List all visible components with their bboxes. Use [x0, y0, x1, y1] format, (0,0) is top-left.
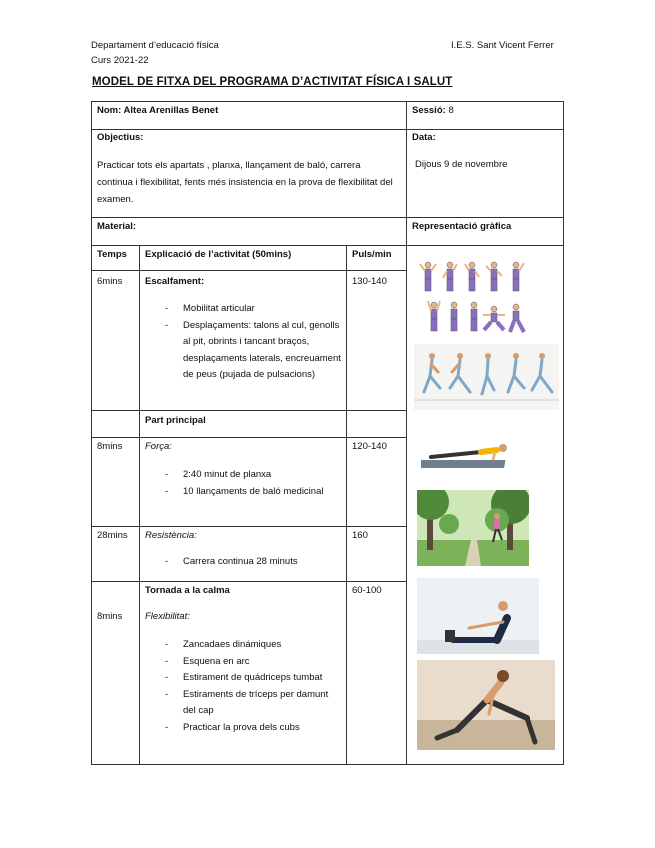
endurance-list	[163, 554, 343, 571]
col-header-pulse: Puls/min	[352, 249, 392, 260]
list-item: - Carrera continua 28 minuts	[163, 554, 343, 571]
list-item: - Zancadaes dinámiques	[163, 637, 343, 654]
divider	[91, 245, 564, 246]
objectives-text: Practicar tots els apartats , planxa, llançament de baló, carrera continua i flexibilitat, fents més insistencia en la prova de flexibilitat del examen.	[97, 160, 393, 205]
cooldown-list	[163, 637, 343, 736]
warmup-pulse: 130-140	[352, 276, 387, 287]
col-header-explanation: Explicació de l’activitat (50mins)	[145, 249, 292, 260]
list-item: - Estirament de quádriceps tumbat	[163, 670, 343, 687]
warmup-list	[163, 301, 343, 384]
seated-stretch-image	[417, 578, 539, 654]
school-label: I.E.S. Sant Vicent Ferrer	[451, 40, 554, 51]
endurance-title: Resistència:	[145, 530, 197, 541]
endurance-pulse: 160	[352, 530, 368, 541]
session-label: Sessió:	[412, 105, 446, 116]
flexibility-title: Flexibilitat:	[145, 611, 190, 622]
lunge-stretch-image	[417, 660, 555, 750]
divider	[346, 245, 347, 765]
park-runner-image	[417, 490, 529, 566]
list-item: - Estiraments de tríceps per damunt del cap	[163, 687, 343, 720]
date-label: Data:	[412, 132, 436, 143]
divider	[139, 245, 140, 765]
strength-time: 8mins	[97, 441, 123, 452]
list-item: - 2:40 minut de planxa	[163, 467, 343, 484]
strength-list	[163, 467, 343, 500]
course-label: Curs 2021-22	[91, 55, 149, 66]
strength-pulse: 120-140	[352, 441, 387, 452]
warmup-title: Escalfament:	[145, 276, 205, 287]
cooldown-time: 8mins	[97, 611, 123, 622]
col-header-time: Temps	[97, 249, 127, 260]
divider	[91, 129, 564, 130]
student-name: Nom: Altea Arenillas Benet	[97, 105, 219, 116]
document-title: MODEL DE FITXA DEL PROGRAMA D’ACTIVITAT FÍSICA I SALUT	[92, 76, 453, 88]
cooldown-pulse: 60-100	[352, 585, 382, 596]
objectives-label: Objectius:	[97, 132, 144, 143]
graphic-label: Representació gràfica	[412, 221, 512, 232]
session-value: 8	[448, 105, 454, 116]
material-label: Material:	[97, 221, 137, 232]
list-item: - Practicar la prova dels cubs	[163, 720, 343, 737]
running-sequence-image	[414, 344, 559, 410]
strength-title: Força:	[145, 441, 172, 452]
cooldown-title: Tornada a la calma	[145, 585, 230, 596]
plank-image	[421, 440, 513, 472]
endurance-time: 28mins	[97, 530, 128, 541]
list-item: - Esquena en arc	[163, 654, 343, 671]
divider	[91, 217, 564, 218]
list-item: - Desplaçaments: talons al cul, genolls al pit, obrints i tancant braços, desplaçaments laterals, encreuament de peus (pujada de pulsacions)	[163, 318, 343, 384]
mobility-exercises-image	[414, 258, 532, 338]
date-value: Dijous 9 de novembre	[415, 159, 508, 170]
department-label: Departament d’educació física	[91, 40, 219, 51]
warmup-time: 6mins	[97, 276, 123, 287]
main-part-title: Part principal	[145, 415, 206, 426]
divider	[406, 101, 407, 765]
list-item: - 10 llançaments de baló medicinal	[163, 484, 343, 501]
list-item: - Mobilitat articular	[163, 301, 343, 318]
